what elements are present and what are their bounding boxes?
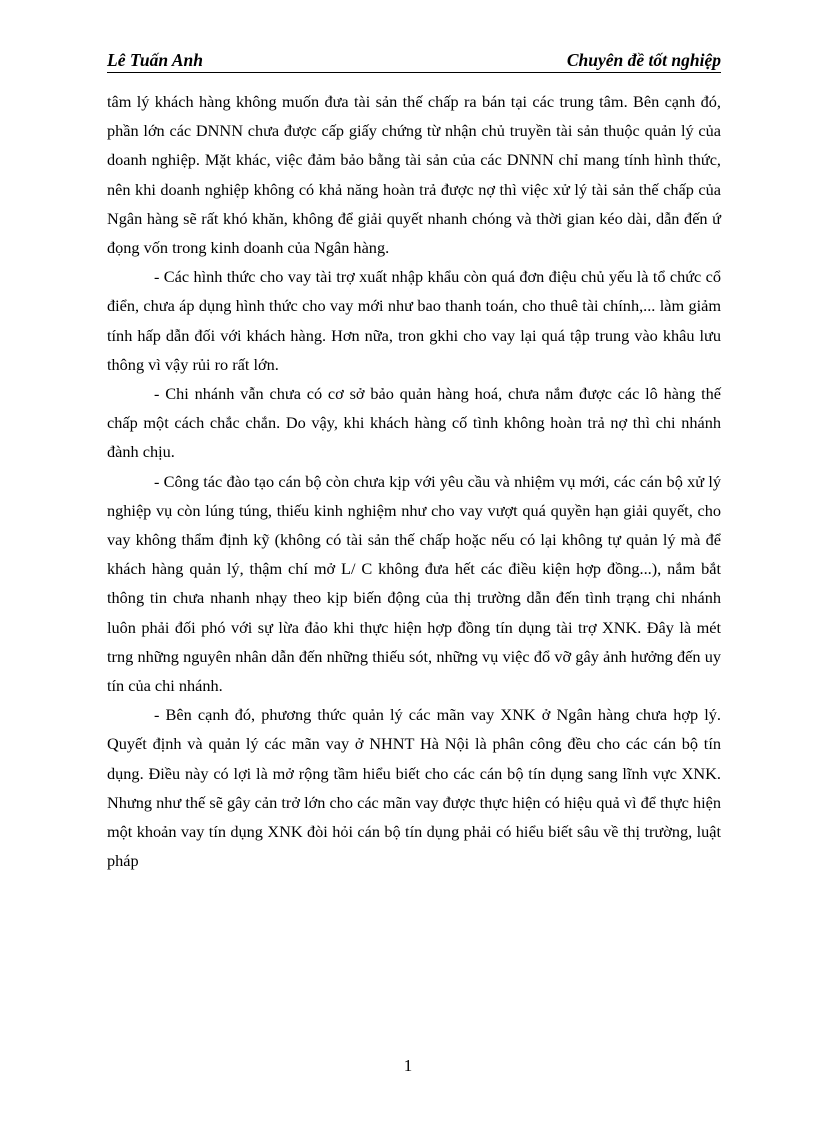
paragraph-continuation: tâm lý khách hàng không muốn đưa tài sản thế chấp ra bán tại các trung tâm. Bên cạnh đó, phần lớn các DNNN chưa được cấp giấy chứng từ nhận chủ truyền tài sản thuộc quản lý của doanh nghiệp. Mặt khác, việc đảm bảo bằng tài sản của các DNNN chỉ mang tính hình thức, nên khi doanh nghiệp không có khả năng hoàn trả được nợ thì việc xử lý tài sản thế chấp của Ngân hàng sẽ rất khó khăn, không để giải quyết nhanh chóng và thời gian kéo dài, dẫn đến ứ đọng vốn trong kinh doanh của Ngân hàng. [107,92,721,258]
paragraph-storage: - Chi nhánh vẫn chưa có cơ sở bảo quản hàng hoá, chưa nắm được các lô hàng thế chấp một cách chắc chắn. Do vậy, khi khách hàng cố tình không hoàn trả nợ thì chi nhánh đành chịu. [107,384,721,462]
paragraph-loan-management: - Bên cạnh đó, phương thức quản lý các mãn vay XNK ở Ngân hàng chưa hợp lý. Quyết định và quản lý các mãn vay ở NHNT Hà Nội là phân công đều cho các cán bộ tín dụng. Điều này có lợi là mở rộng tầm hiểu biết cho các cán bộ tín dụng sang lĩnh vực XNK. Nhưng như thế sẽ gây cản trở lớn cho các mãn vay được thực hiện có hiệu quả vì để thực hiện một khoản vay tín dụng XNK đòi hỏi cán bộ tín dụng phải có hiểu biết sâu về thị trường, luật pháp [107,705,721,871]
page-header [107,48,721,73]
paragraph-loan-forms: - Các hình thức cho vay tài trợ xuất nhập khẩu còn quá đơn điệu chủ yếu là tổ chức cổ điển, chưa áp dụng hình thức cho vay mới như bao thanh toán, cho thuê tài chính,... làm giảm tính hấp dẫn đối với khách hàng. Hơn nữa, tron gkhi cho vay lại quá tập trung vào khâu lưu thông vì vậy rủi ro rất lớn. [107,267,721,374]
header-document-title: Chuyên đề tốt nghiệp [566,50,721,70]
paragraph-staff-training: - Công tác đào tạo cán bộ còn chưa kịp với yêu cầu và nhiệm vụ mới, các cán bộ xử lý nghiệp vụ còn lúng túng, thiếu kinh nghiệm như cho vay vượt quá quyền hạn giải quyết, cho vay không thẩm định kỹ (không có tài sản thế chấp hoặc nếu có lại không tự quản lý mà để khách hàng quản lý, thậm chí mở L/ C không đưa hết các điều kiện hợp đồng...), nắm bắt thông tin chưa nhanh nhạy theo kịp biến động của thị trường dẫn đến tình trạng chi nhánh luôn phải đối phó với sự lừa đảo khi thực hiện hợp đồng tín dụng tài trợ XNK. Đây là mét trng những nguyên nhân dẫn đến những thiếu sót, những vụ việc đổ vỡ gây ảnh hưởng đến uy tín của chi nhánh. [107,471,721,696]
header-author: Lê Tuấn Anh [107,50,203,70]
page-number: 1 [403,1056,413,1075]
document-body [107,87,721,875]
